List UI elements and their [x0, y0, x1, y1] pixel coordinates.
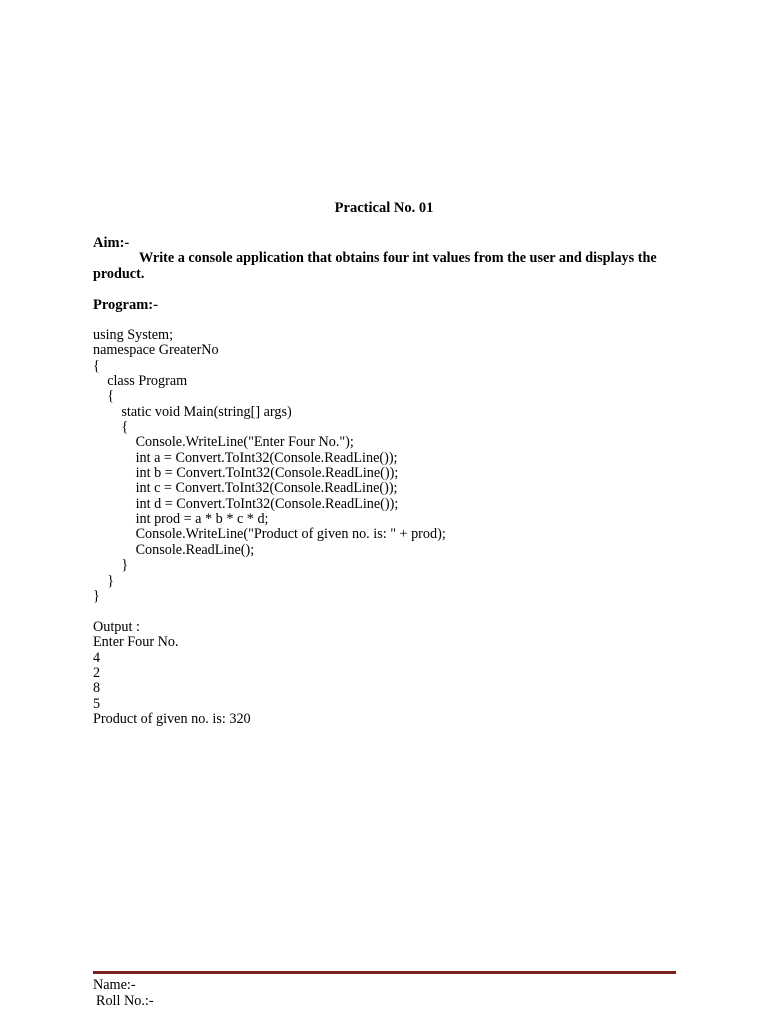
footer-name-label: Name:-	[93, 977, 136, 993]
code-line: using System;	[93, 327, 174, 343]
code-block	[93, 328, 446, 604]
code-line: static void Main(string[] args)	[93, 403, 292, 420]
output-line: 2	[93, 665, 101, 682]
code-line: int a = Convert.ToInt32(Console.ReadLine());	[93, 449, 398, 466]
code-line: }	[93, 587, 100, 604]
output-line: Enter Four No.	[93, 634, 179, 651]
code-line: Console.ReadLine();	[93, 541, 255, 558]
code-line: class Program	[93, 373, 188, 390]
aim-heading: Aim:-	[93, 235, 130, 251]
code-line: int d = Convert.ToInt32(Console.ReadLine());	[93, 495, 399, 512]
output-line: 4	[93, 649, 101, 666]
footer-divider	[93, 971, 676, 974]
code-line: {	[93, 419, 129, 436]
aim-text: Write a console application that obtains four int values from the user and displays the product.	[93, 250, 657, 282]
page-title: Practical No. 01	[334, 200, 434, 216]
output-line: 5	[93, 695, 101, 712]
output-line: 8	[93, 680, 101, 697]
footer-roll-label: Roll No.:-	[96, 993, 154, 1009]
output-block	[93, 620, 251, 727]
code-line: Console.WriteLine("Enter Four No.");	[93, 434, 354, 451]
code-line: int b = Convert.ToInt32(Console.ReadLine());	[93, 465, 399, 482]
code-line: Console.WriteLine("Product of given no. is: " + prod);	[93, 526, 446, 543]
code-line: {	[93, 388, 114, 405]
code-line: int c = Convert.ToInt32(Console.ReadLine());	[93, 480, 398, 497]
code-line: {	[93, 357, 100, 374]
output-heading: Output :	[93, 619, 140, 635]
code-line: namespace GreaterNo	[93, 342, 219, 359]
code-line: }	[93, 572, 114, 589]
code-line: }	[93, 557, 129, 574]
code-line: int prod = a * b * c * d;	[93, 511, 269, 528]
output-line: Product of given no. is: 320	[93, 711, 251, 728]
program-heading: Program:-	[93, 297, 158, 313]
